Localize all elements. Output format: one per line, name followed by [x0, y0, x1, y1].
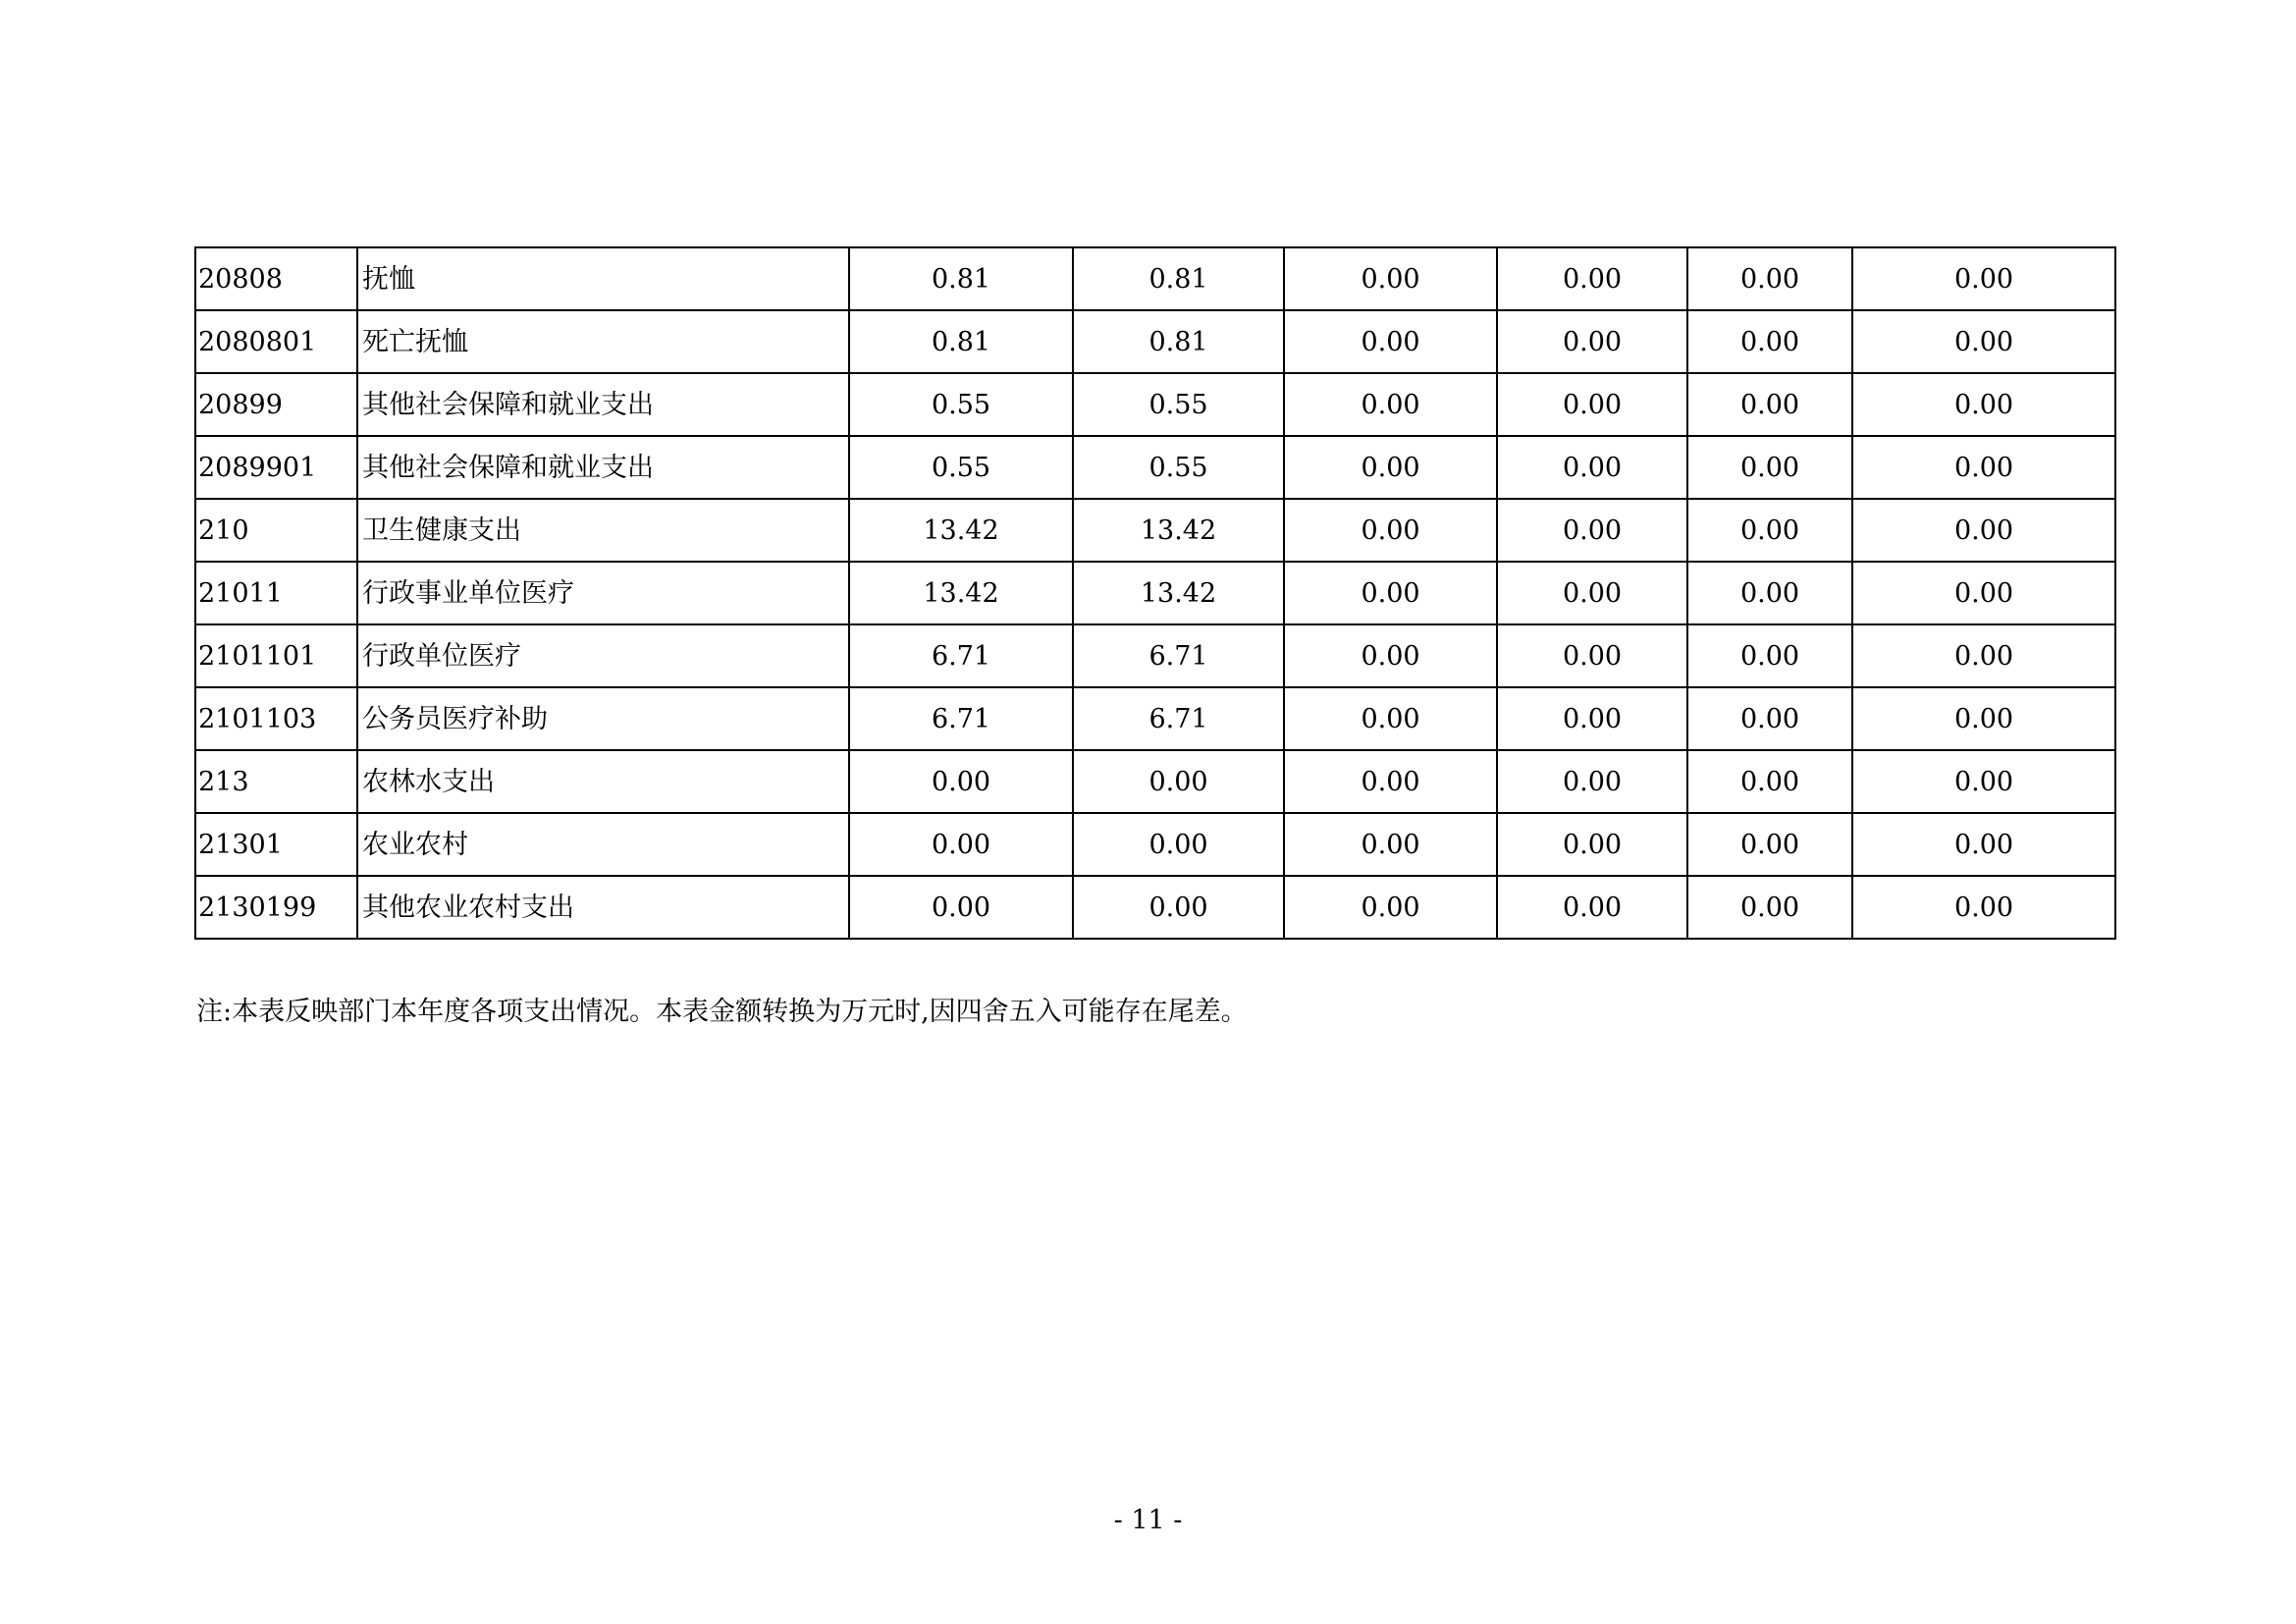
table-row	[195, 436, 2115, 499]
amount-cell: 0.81	[1073, 310, 1284, 373]
amount-cell: 0.00	[1284, 750, 1497, 813]
amount-cell: 0.00	[1687, 562, 1852, 624]
amount-cell: 0.00	[1284, 310, 1497, 373]
amount-cell: 13.42	[849, 499, 1073, 562]
subject-name-cell: 死亡抚恤	[357, 310, 849, 373]
amount-cell: 0.00	[1687, 813, 1852, 876]
amount-cell: 6.71	[849, 624, 1073, 687]
amount-cell: 0.81	[849, 310, 1073, 373]
subject-name-cell: 行政单位医疗	[357, 624, 849, 687]
amount-cell: 0.00	[1687, 876, 1852, 939]
amount-cell: 0.00	[849, 876, 1073, 939]
amount-cell: 0.00	[1284, 436, 1497, 499]
table-row	[195, 499, 2115, 562]
subject-code-cell: 21301	[195, 813, 357, 876]
amount-cell: 0.00	[1852, 247, 2115, 310]
amount-cell: 0.00	[1687, 750, 1852, 813]
table-note: 注:本表反映部门本年度各项支出情况。本表金额转换为万元时,因四舍五入可能存在尾差。	[196, 997, 1248, 1027]
amount-cell: 0.81	[1073, 247, 1284, 310]
expense-table	[194, 246, 2116, 940]
subject-name-cell: 农林水支出	[357, 750, 849, 813]
amount-cell: 0.00	[1852, 310, 2115, 373]
subject-code-cell: 20808	[195, 247, 357, 310]
table-row	[195, 813, 2115, 876]
amount-cell: 0.00	[1284, 876, 1497, 939]
table-row	[195, 562, 2115, 624]
subject-code-cell: 2101103	[195, 687, 357, 750]
amount-cell: 0.00	[849, 813, 1073, 876]
subject-name-cell: 行政事业单位医疗	[357, 562, 849, 624]
table-row	[195, 373, 2115, 436]
amount-cell: 0.55	[849, 373, 1073, 436]
amount-cell: 0.00	[1497, 624, 1687, 687]
amount-cell: 0.00	[1073, 813, 1284, 876]
amount-cell: 0.00	[849, 750, 1073, 813]
amount-cell: 0.00	[1852, 499, 2115, 562]
amount-cell: 0.00	[1852, 876, 2115, 939]
amount-cell: 0.00	[1497, 750, 1687, 813]
amount-cell: 0.00	[1687, 310, 1852, 373]
table-row	[195, 310, 2115, 373]
page-number: - 11 -	[1113, 1505, 1183, 1536]
amount-cell: 0.00	[1284, 562, 1497, 624]
table-row	[195, 624, 2115, 687]
amount-cell: 6.71	[849, 687, 1073, 750]
subject-name-cell: 农业农村	[357, 813, 849, 876]
amount-cell: 0.00	[1852, 750, 2115, 813]
amount-cell: 13.42	[1073, 499, 1284, 562]
amount-cell: 0.00	[1852, 436, 2115, 499]
amount-cell: 0.00	[1852, 624, 2115, 687]
amount-cell: 0.81	[849, 247, 1073, 310]
amount-cell: 0.00	[1284, 624, 1497, 687]
amount-cell: 0.00	[1497, 310, 1687, 373]
amount-cell: 0.00	[1852, 813, 2115, 876]
amount-cell: 0.00	[1687, 687, 1852, 750]
subject-code-cell: 2080801	[195, 310, 357, 373]
subject-code-cell: 213	[195, 750, 357, 813]
amount-cell: 0.00	[1852, 373, 2115, 436]
amount-cell: 0.00	[1284, 813, 1497, 876]
amount-cell: 0.55	[849, 436, 1073, 499]
subject-name-cell: 其他农业农村支出	[357, 876, 849, 939]
amount-cell: 13.42	[849, 562, 1073, 624]
subject-name-cell: 其他社会保障和就业支出	[357, 436, 849, 499]
amount-cell: 0.00	[1284, 499, 1497, 562]
subject-name-cell: 抚恤	[357, 247, 849, 310]
amount-cell: 0.00	[1497, 373, 1687, 436]
amount-cell: 0.00	[1497, 687, 1687, 750]
amount-cell: 0.00	[1687, 499, 1852, 562]
amount-cell: 0.00	[1497, 247, 1687, 310]
amount-cell: 0.00	[1073, 750, 1284, 813]
amount-cell: 0.00	[1497, 499, 1687, 562]
subject-code-cell: 210	[195, 499, 357, 562]
amount-cell: 0.00	[1497, 562, 1687, 624]
amount-cell: 0.00	[1073, 876, 1284, 939]
table-row	[195, 876, 2115, 939]
subject-name-cell: 公务员医疗补助	[357, 687, 849, 750]
amount-cell: 6.71	[1073, 624, 1284, 687]
amount-cell: 0.00	[1687, 624, 1852, 687]
table-row	[195, 750, 2115, 813]
amount-cell: 0.00	[1852, 687, 2115, 750]
amount-cell: 6.71	[1073, 687, 1284, 750]
amount-cell: 0.00	[1852, 562, 2115, 624]
subject-code-cell: 2089901	[195, 436, 357, 499]
subject-code-cell: 20899	[195, 373, 357, 436]
subject-name-cell: 卫生健康支出	[357, 499, 849, 562]
amount-cell: 0.00	[1687, 247, 1852, 310]
table-row	[195, 687, 2115, 750]
table-row	[195, 247, 2115, 310]
subject-code-cell: 2101101	[195, 624, 357, 687]
amount-cell: 0.55	[1073, 436, 1284, 499]
amount-cell: 0.00	[1284, 687, 1497, 750]
subject-code-cell: 2130199	[195, 876, 357, 939]
amount-cell: 0.00	[1497, 876, 1687, 939]
amount-cell: 0.00	[1284, 373, 1497, 436]
amount-cell: 0.55	[1073, 373, 1284, 436]
subject-code-cell: 21011	[195, 562, 357, 624]
amount-cell: 0.00	[1687, 436, 1852, 499]
amount-cell: 0.00	[1497, 813, 1687, 876]
amount-cell: 0.00	[1284, 247, 1497, 310]
amount-cell: 0.00	[1687, 373, 1852, 436]
amount-cell: 13.42	[1073, 562, 1284, 624]
subject-name-cell: 其他社会保障和就业支出	[357, 373, 849, 436]
amount-cell: 0.00	[1497, 436, 1687, 499]
